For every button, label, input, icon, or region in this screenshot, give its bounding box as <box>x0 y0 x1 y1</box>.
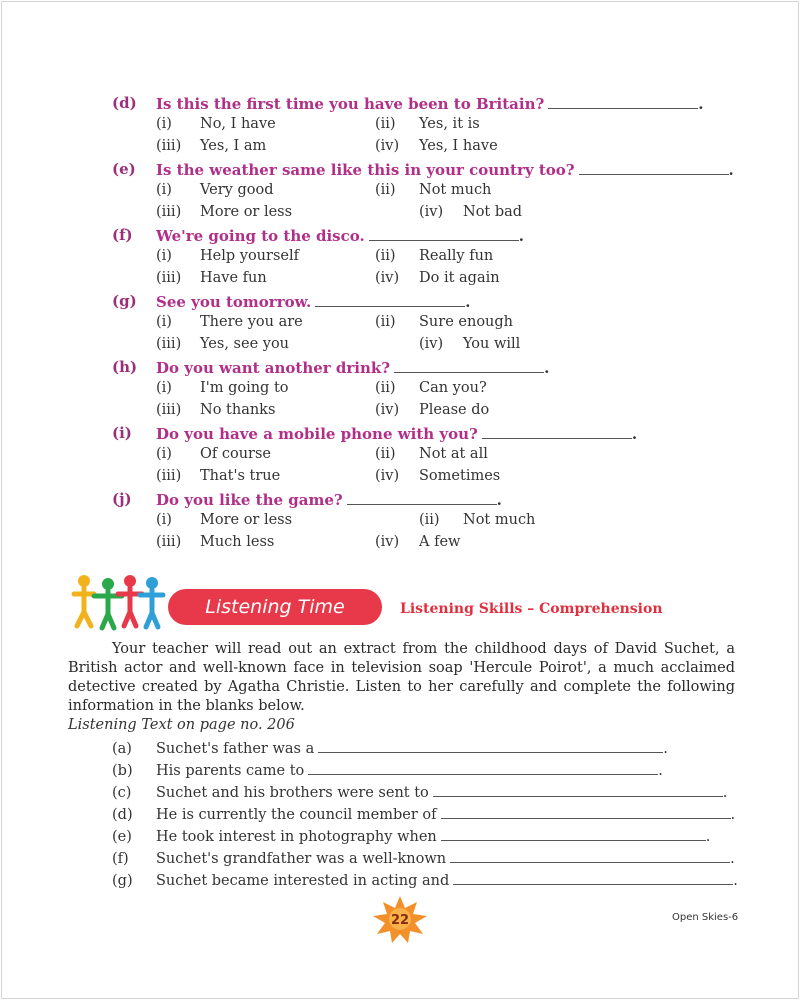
answer-blank[interactable] <box>433 782 723 797</box>
listening-time-banner: Listening Time <box>168 589 382 625</box>
question-letter: (h) <box>112 358 138 376</box>
option-number: (ii) <box>419 512 440 528</box>
option-number: (ii) <box>375 446 396 462</box>
fill-blank-a <box>0 738 800 760</box>
question-text: Is this the first time you have been to Britain? . <box>156 95 704 113</box>
option-number: (ii) <box>375 182 396 198</box>
blank-number: (c) <box>112 785 132 801</box>
blank-number: (b) <box>112 763 133 779</box>
option-text: Can you? <box>419 380 487 396</box>
question-letter: (f) <box>112 226 133 244</box>
option-text: Sure enough <box>419 314 514 330</box>
answer-blank[interactable] <box>308 760 658 775</box>
option-text: That's true <box>200 468 281 484</box>
children-figures-icon <box>68 572 168 632</box>
option-number: (i) <box>156 182 172 198</box>
blank-line: He is currently the council member of . <box>156 804 735 826</box>
answer-blank[interactable] <box>579 160 729 175</box>
listening-text-reference: Listening Text on page no. 206 <box>68 717 295 733</box>
blank-line: Suchet became interested in acting and . <box>156 870 738 892</box>
instructions-text: Your teacher will read out an extract from the childhood days of David Suchet, a British actor and well-known face in television soap 'Hercule Poirot', a much acclaimed detective created by Agatha Christie. Listen to her carefully and complete the following information in the blanks below. <box>68 641 735 714</box>
fill-blank-e <box>0 826 800 848</box>
option-number: (iii) <box>156 402 182 418</box>
blank-number: (e) <box>112 829 132 845</box>
option-number: (i) <box>156 380 172 396</box>
blank-prompt: He is currently the council member of <box>156 807 437 823</box>
option-number: (i) <box>156 314 172 330</box>
answer-blank[interactable] <box>441 826 706 841</box>
option-number: (iv) <box>375 270 400 286</box>
question-letter: (g) <box>112 292 137 310</box>
option-text: Yes, see you <box>200 336 290 352</box>
question-letter: (d) <box>112 94 137 112</box>
option-text: Have fun <box>200 270 267 286</box>
blank-line: Suchet's grandfather was a well-known . <box>156 848 735 870</box>
option-number: (i) <box>156 446 172 462</box>
option-number: (iv) <box>375 468 400 484</box>
option-number: (iv) <box>419 336 444 352</box>
blank-number: (a) <box>112 741 132 757</box>
fill-blank-d <box>0 804 800 826</box>
question-text: We're going to the disco. . <box>156 227 524 245</box>
option-text: Much less <box>200 534 275 550</box>
question-prompt: Is this the first time you have been to Britain? <box>156 95 545 113</box>
option-text: Really fun <box>419 248 494 264</box>
book-title: Open Skies-6 <box>672 912 739 923</box>
option-number: (ii) <box>375 116 396 132</box>
blank-number: (f) <box>112 851 129 867</box>
answer-blank[interactable] <box>482 424 632 439</box>
option-text: Not much <box>419 182 492 198</box>
fill-blank-g <box>0 870 800 892</box>
question-prompt: Do you like the game? <box>156 491 343 509</box>
question-text: See you tomorrow. . <box>156 293 471 311</box>
answer-blank[interactable] <box>450 848 730 863</box>
option-number: (iii) <box>156 336 182 352</box>
option-number: (iv) <box>375 402 400 418</box>
blank-number: (g) <box>112 873 133 889</box>
question-text: Do you like the game? . <box>156 491 502 509</box>
question-text: Do you want another drink? . <box>156 359 550 377</box>
option-number: (iii) <box>156 270 182 286</box>
fill-blank-c <box>0 782 800 804</box>
question-letter: (i) <box>112 424 132 442</box>
option-text: Yes, I have <box>419 138 498 154</box>
blank-number: (d) <box>112 807 133 823</box>
fill-blank-b <box>0 760 800 782</box>
option-number: (i) <box>156 248 172 264</box>
option-number: (iii) <box>156 204 182 220</box>
option-number: (iv) <box>419 204 444 220</box>
blank-prompt: Suchet and his brothers were sent to <box>156 785 429 801</box>
fill-blank-f <box>0 848 800 870</box>
option-text: Sometimes <box>419 468 501 484</box>
blank-line: Suchet's father was a . <box>156 738 668 760</box>
question-text: Is the weather same like this in your country too? . <box>156 161 734 179</box>
option-number: (iii) <box>156 468 182 484</box>
question-text: Do you have a mobile phone with you? . <box>156 425 638 443</box>
option-text: Do it again <box>419 270 500 286</box>
option-number: (iii) <box>156 534 182 550</box>
option-number: (iv) <box>375 534 400 550</box>
option-number: (iv) <box>375 138 400 154</box>
option-text: Not bad <box>463 204 523 220</box>
blank-line: He took interest in photography when . <box>156 826 710 848</box>
answer-blank[interactable] <box>369 226 519 241</box>
blank-line: His parents came to . <box>156 760 663 782</box>
question-prompt: We're going to the disco. <box>156 227 365 245</box>
blank-line: Suchet and his brothers were sent to . <box>156 782 727 804</box>
option-text: Help yourself <box>200 248 299 264</box>
option-number: (ii) <box>375 380 396 396</box>
blank-prompt: He took interest in photography when <box>156 829 437 845</box>
answer-blank[interactable] <box>548 94 698 109</box>
option-number: (ii) <box>375 248 396 264</box>
option-text: Very good <box>200 182 274 198</box>
option-text: More or less <box>200 204 293 220</box>
page-number: 22 <box>390 913 410 928</box>
question-prompt: See you tomorrow. <box>156 293 312 311</box>
option-text: I'm going to <box>200 380 289 396</box>
option-text: Of course <box>200 446 272 462</box>
option-text: Please do <box>419 402 490 418</box>
blank-prompt: His parents came to <box>156 763 305 779</box>
option-number: (iii) <box>156 138 182 154</box>
option-text: You will <box>463 336 521 352</box>
option-text: No thanks <box>200 402 276 418</box>
blank-prompt: Suchet's grandfather was a well-known <box>156 851 447 867</box>
question-letter: (j) <box>112 490 132 508</box>
page-number-star-icon <box>370 894 430 944</box>
answer-blank[interactable] <box>441 804 731 819</box>
option-text: No, I have <box>200 116 276 132</box>
question-letter: (e) <box>112 160 136 178</box>
option-text: A few <box>419 534 461 550</box>
option-text: Yes, I am <box>200 138 267 154</box>
option-text: Not much <box>463 512 536 528</box>
section-subtitle: Listening Skills – Comprehension <box>400 601 663 617</box>
answer-blank[interactable] <box>318 738 663 753</box>
option-text: Not at all <box>419 446 488 462</box>
option-text: More or less <box>200 512 293 528</box>
question-prompt: Is the weather same like this in your country too? <box>156 161 575 179</box>
instructions-paragraph <box>68 640 735 716</box>
answer-blank[interactable] <box>394 358 544 373</box>
blank-prompt: Suchet's father was a <box>156 741 315 757</box>
answer-blank[interactable] <box>453 870 733 885</box>
option-text: Yes, it is <box>419 116 480 132</box>
option-number: (i) <box>156 512 172 528</box>
option-number: (i) <box>156 116 172 132</box>
question-prompt: Do you have a mobile phone with you? <box>156 425 478 443</box>
question-prompt: Do you want another drink? <box>156 359 391 377</box>
blank-prompt: Suchet became interested in acting and <box>156 873 450 889</box>
option-number: (ii) <box>375 314 396 330</box>
answer-blank[interactable] <box>347 490 497 505</box>
answer-blank[interactable] <box>315 292 465 307</box>
option-text: There you are <box>200 314 303 330</box>
